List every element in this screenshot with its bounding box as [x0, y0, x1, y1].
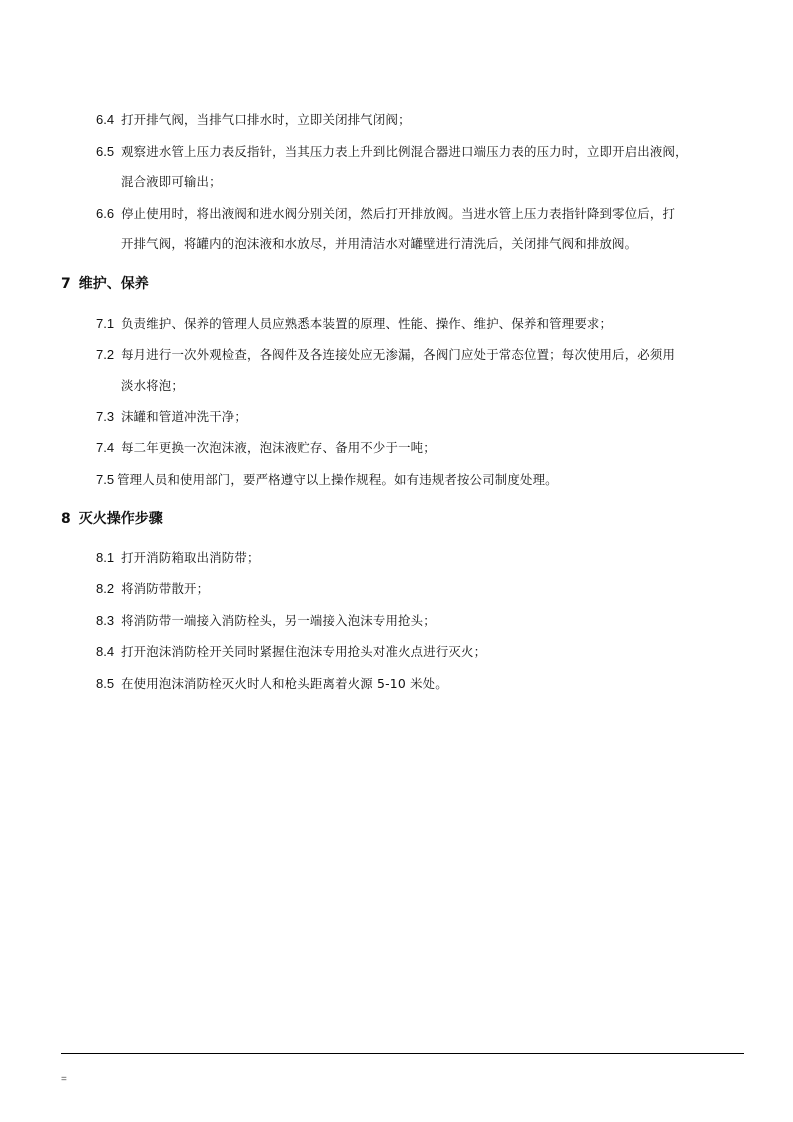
- item-number: 7.5: [96, 472, 115, 487]
- item-text: 停止使用时，将出液阀和进水阀分别关闭，然后打开排放阀。当进水管上压力表指针降到零位后，打: [121, 206, 676, 221]
- section-heading-7: [61, 275, 149, 293]
- item-7-1: [96, 316, 612, 333]
- item-number: 7.1: [96, 316, 115, 331]
- item-number: 8.2: [96, 581, 115, 596]
- item-number: 6.6: [96, 206, 115, 221]
- section-title: 灭火操作步骤: [78, 511, 163, 527]
- footer-mark: =: [61, 1074, 67, 1085]
- item-7-2: [96, 347, 675, 364]
- section-number: 7: [61, 276, 71, 292]
- item-number: 7.3: [96, 409, 115, 424]
- item-text: 打开排气阀，当排气口排水时，立即关闭排气闭阀；: [121, 112, 411, 127]
- item-number: 7.4: [96, 440, 115, 455]
- item-8-1: [96, 550, 260, 567]
- item-8-5: [96, 676, 448, 693]
- item-6-6-continuation: 开排气阀，将罐内的泡沫液和水放尽，并用清洁水对罐壁进行清洗后，关闭排气阀和排放阀。: [121, 236, 638, 251]
- item-8-4: [96, 644, 486, 661]
- item-number: 8.3: [96, 613, 115, 628]
- item-7-3: [96, 409, 247, 426]
- item-8-3: [96, 613, 436, 630]
- item-text: 观察进水管上压力表反指针，当其压力表上升到比例混合器进口端压力表的压力时，立即开启出液阀，: [121, 144, 688, 159]
- item-text: 管理人员和使用部门，要严格遵守以上操作规程。如有违规者按公司制度处理。: [117, 472, 558, 487]
- footer-divider: [61, 1053, 744, 1054]
- section-title: 维护、保养: [78, 276, 149, 292]
- item-number: 8.5: [96, 676, 115, 691]
- item-6-4: [96, 112, 411, 129]
- section-heading-8: [61, 510, 163, 528]
- section-number: 8: [61, 511, 71, 527]
- item-text: 每二年更换一次泡沫液，泡沫液贮存、备用不少于一吨；: [121, 440, 436, 455]
- item-number: 7.2: [96, 347, 115, 362]
- item-text: 打开消防箱取出消防带；: [121, 550, 260, 565]
- item-number: 8.4: [96, 644, 115, 659]
- item-text: 将消防带散开；: [121, 581, 210, 596]
- item-text: 负责维护、保养的管理人员应熟悉本装置的原理、性能、操作、维护、保养和管理要求；: [121, 316, 613, 331]
- item-7-4: [96, 440, 436, 457]
- item-7-5: [96, 472, 558, 489]
- item-text: 在使用泡沫消防栓灭火时人和枪头距离着火源 5-10 米处。: [121, 676, 448, 691]
- item-number: 6.5: [96, 144, 115, 159]
- item-6-5: [96, 144, 688, 161]
- item-6-6: [96, 206, 675, 223]
- item-number: 8.1: [96, 550, 115, 565]
- item-text: 打开泡沫消防栓开关同时紧握住泡沫专用抢头对准火点进行灭火；: [121, 644, 487, 659]
- item-7-2-continuation: 淡水将泡；: [121, 378, 184, 393]
- item-text: 将消防带一端接入消防栓头，另一端接入泡沫专用抢头；: [121, 613, 436, 628]
- item-text: 每月进行一次外观检查，各阀件及各连接处应无渗漏，各阀门应处于常态位置；每次使用后，必须用: [121, 347, 676, 362]
- item-8-2: [96, 581, 209, 598]
- item-6-5-continuation: 混合液即可输出；: [121, 174, 222, 189]
- item-number: 6.4: [96, 112, 115, 127]
- item-text: 沫罐和管道冲洗干净；: [121, 409, 247, 424]
